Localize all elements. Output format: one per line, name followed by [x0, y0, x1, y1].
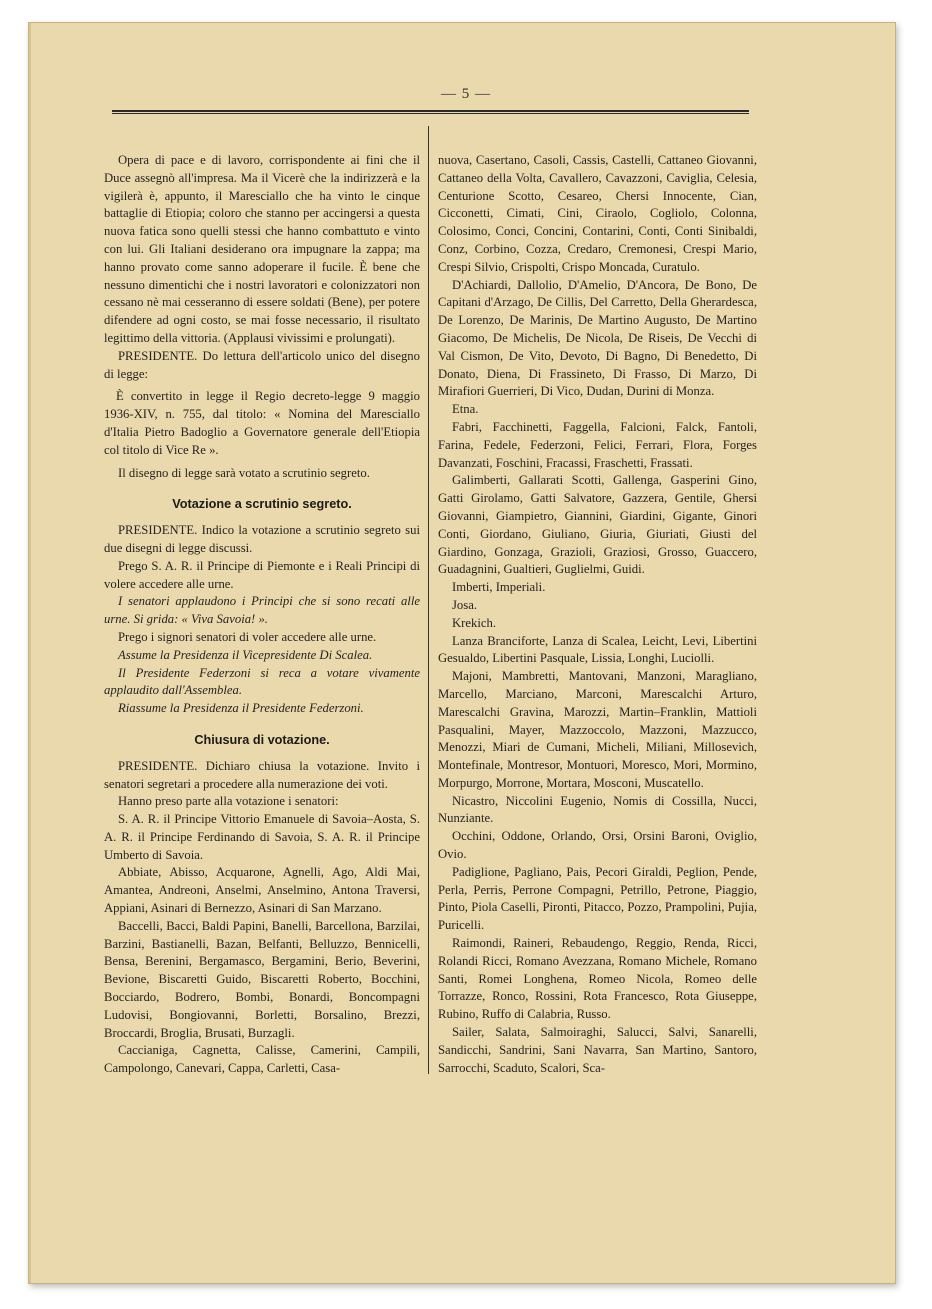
paper-edge	[28, 22, 31, 1284]
paragraph: Prego i signori senatori di voler accedere alle urne.	[118, 629, 377, 644]
stage-direction: I senatori applaudono i Principi che si sono recati alle urne. Si grida: « Viva Savoia! ».	[104, 594, 420, 627]
senator-list: Padiglione, Pagliano, Pais, Pecori Giraldi, Peglion, Pende, Perla, Perris, Perrone Compagni, Petrillo, Petrone, Piaggio, Pinto, Piola Caselli, Pironti, Pitacco, Pozzo, Prampolini, Pujia, Puricelli.	[438, 864, 757, 933]
senator-list: Nicastro, Niccolini Eugenio, Nomis di Cossilla, Nucci, Nunziante.	[438, 793, 757, 826]
senator-list: Fabri, Facchinetti, Faggella, Falcioni, Falck, Fantoli, Farina, Fedele, Federzoni, Felici, Ferrari, Flora, Forges Davanzati, Foschini, Fracassi, Fraschetti, Frassati.	[438, 419, 757, 470]
senator-list: Majoni, Mambretti, Mantovani, Manzoni, Maragliano, Marcello, Marciano, Marconi, Marescalchi Arturo, Marescalchi Gravina, Marozzi, Martin–Franklin, Mattioli Pasqualini, Mayer, Mazzoccolo, Mazzoni, Mazzucco, Menozzi, Miari de Cumani, Micheli, Miliani, Millosevich, Montefinale, Montresor, Montuori, Moresco, Mori, Mormino, Morpurgo, Morrone, Mortara, Mosconi, Muscatello.	[438, 669, 757, 790]
senator-list: Baccelli, Bacci, Baldi Papini, Banelli, Barcellona, Barzilai, Barzini, Bastianelli, Bazan, Belfanti, Belluzzo, Bennicelli, Bensa, Berenini, Bergamasco, Bergamini, Berio, Beverini, Bevione, Biscaretti Guido, Biscaretti Roberto, Bocchini, Bocciardo, Bodrero, Bombi, Bonardi, Boncompagni Ludovisi, Bongiovanni, Borletti, Borsalino, Brezzi, Broccardi, Broglia, Brusati, Burzagli.	[104, 918, 420, 1040]
stage-direction: Assume la Presidenza il Vicepresidente Di Scalea.	[118, 647, 373, 662]
paragraph: PRESIDENTE. Dichiaro chiusa la votazione. Invito i senatori segretari a procedere alla numerazione dei voti.	[104, 758, 420, 791]
paragraph: Hanno preso parte alla votazione i senatori:	[118, 794, 339, 809]
page-number: — 5 —	[441, 86, 491, 102]
stage-direction: Il Presidente Federzoni si reca a votare vivamente applaudito dall'Assemblea.	[104, 665, 420, 698]
paragraph: Prego S. A. R. il Principe di Piemonte e i Reali Principi di volere accedere alle urne.	[104, 558, 420, 591]
section-heading: Chiusura di votazione.	[194, 732, 330, 747]
header-rule	[112, 110, 749, 114]
senator-list: Galimberti, Gallarati Scotti, Gallenga, Gasperini Gino, Gatti Girolamo, Gatti Salvatore, Gazzera, Gentile, Ghersi Giovanni, Giampietro, Giannini, Giardini, Gigante, Ginori Conti, Giordano, Giuliano, Giuria, Giuriati, Giusti del Giardino, Gonzaga, Grazioli, Graziosi, Grosso, Guaccero, Guadagnini, Gualtieri, Guglielmi, Guidi.	[438, 473, 757, 577]
senator-list: Occhini, Oddone, Orlando, Orsi, Orsini Baroni, Oviglio, Ovio.	[438, 829, 757, 862]
paragraph: PRESIDENTE. Do lettura dell'articolo unico del disegno di legge:	[104, 348, 420, 381]
section-heading: Votazione a scrutinio segreto.	[172, 497, 352, 512]
senator-list: Caccianiga, Cagnetta, Calisse, Camerini, Campili, Campolongo, Canevari, Cappa, Carletti, Casa-	[104, 1043, 420, 1076]
paragraph: Opera di pace e di lavoro, corrispondente ai fini che il Duce assegnò all'impresa. Ma il Vicerè che la indirizzerà e la vigilerà è, appunto, il Maresciallo che ha vinto le cinque battaglie di Etiopia; coloro che stanno per accingersi a questa nuova fatica sono quelli stessi che hanno combattuto e vinto con lui. Gli Italiani desiderano ora impugnare la zappa; ma hanno provato come sanno adoperare il fucile. È bene che nessuno dimentichi che i nostri lavoratori e colonizzatori non cessano nè mai cesseranno di essere soldati (Bene), per potere difendere ad ogni costo, se mai fosse necessario, il risultato legittimo della vittoria. (Applausi vivissimi e prolungati).	[104, 153, 420, 345]
bill-text: È convertito in legge il Regio decreto-legge 9 maggio 1936-XIV, n. 755, dal titolo: « Nomina del Maresciallo d'Italia Pietro Badoglio a Governatore generale dell'Etiopia col titolo di Vice Re ».	[104, 389, 420, 457]
left-column	[104, 152, 420, 1078]
senator-list: Josa.	[452, 597, 478, 612]
senator-list: Etna.	[452, 402, 479, 417]
senator-list: Sailer, Salata, Salmoiraghi, Salucci, Salvi, Sanarelli, Sandicchi, Sandrini, Sani Navarra, San Martino, Santoro, Sarrocchi, Scaduto, Scalori, Sca-	[438, 1025, 757, 1075]
paragraph: PRESIDENTE. Indico la votazione a scrutinio segreto sui due disegni di legge discussi.	[104, 523, 420, 555]
senator-list: Krekich.	[452, 615, 497, 630]
stage-direction: Riassume la Presidenza il Presidente Federzoni.	[118, 701, 364, 716]
senator-list: S. A. R. il Principe Vittorio Emanuele di Savoia–Aosta, S. A. R. il Principe Ferdinando di Savoia, S. A. R. il Principe Umberto di Savoia.	[104, 812, 420, 862]
senator-list: Imberti, Imperiali.	[452, 580, 546, 595]
senator-list: Raimondi, Raineri, Rebaudengo, Reggio, Renda, Ricci, Rolandi Ricci, Romano Avezzana, Romano Michele, Romano Santi, Romei Longhena, Romeo Nicola, Romeo delle Torrazze, Ronco, Rossini, Rota Francesco, Rota Giuseppe, Rubino, Ruffo di Calabria, Russo.	[438, 936, 757, 1022]
senator-list: Lanza Branciforte, Lanza di Scalea, Leicht, Levi, Libertini Gesualdo, Libertini Pasquale, Lissia, Longhi, Luciolli.	[438, 633, 757, 666]
senator-list: D'Achiardi, Dallolio, D'Amelio, D'Ancora, De Bono, De Capitani d'Arzago, De Cillis, Del Carretto, Della Gherardesca, De Lorenzo, De Marinis, De Martino Augusto, De Martino Giacomo, De Michelis, De Nicola, De Riseis, De Vecchi di Val Cismon, De Vito, Devoto, Di Bagno, Di Benedetto, Di Donato, Diena, Di Frassineto, Di Frasso, Di Marzo, Di Mirafiori Guerrieri, Di Vico, Dudan, Durini di Monza.	[438, 277, 757, 399]
column-divider	[428, 126, 429, 1074]
senator-list: nuova, Casertano, Casoli, Cassis, Castelli, Cattaneo Giovanni, Cattaneo della Volta, Cavallero, Cavazzoni, Caviglia, Celesia, Centurione Scotto, Cesareo, Chersi Innocente, Cian, Cicconetti, Cimati, Cini, Ciraolo, Cogliolo, Colonna, Colosimo, Conci, Concini, Contarini, Conti, Conti Sinibaldi, Conz, Corbino, Cozza, Credaro, Cremonesi, Crespi Mario, Crespi Silvio, Crispolti, Crispo Moncada, Curatulo.	[438, 153, 757, 274]
senator-list: Abbiate, Abisso, Acquarone, Agnelli, Ago, Aldi Mai, Amantea, Andreoni, Anselmi, Anselmino, Antona Traversi, Appiani, Asinari di Bernezzo, Asinari di San Marzano.	[104, 865, 420, 916]
right-column	[438, 152, 757, 1077]
paragraph: Il disegno di legge sarà votato a scrutinio segreto.	[118, 465, 370, 480]
